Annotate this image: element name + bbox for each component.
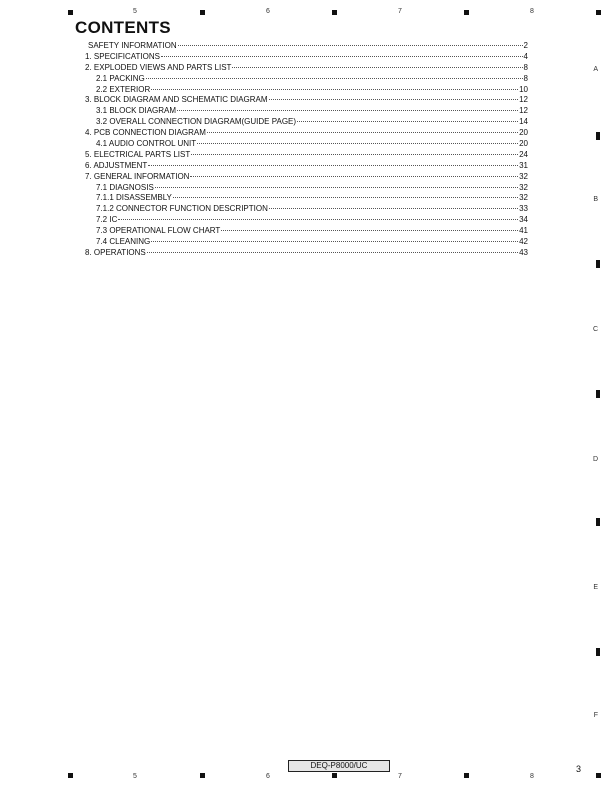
toc-leader-dots bbox=[118, 218, 518, 220]
toc-leader-dots bbox=[207, 131, 518, 133]
toc-entry-title: 4. PCB CONNECTION DIAGRAM bbox=[85, 128, 206, 138]
toc-entry[interactable] bbox=[85, 52, 528, 63]
toc-entry-title: 5. ELECTRICAL PARTS LIST bbox=[85, 149, 191, 159]
toc-leader-dots bbox=[269, 98, 519, 100]
toc-entry-page: 14 bbox=[519, 117, 528, 127]
toc-entry-title: 2.2 EXTERIOR bbox=[96, 84, 151, 94]
toc-leader-dots bbox=[232, 66, 522, 68]
toc-entry-page: 42 bbox=[519, 237, 528, 247]
toc-entry-page: 43 bbox=[519, 247, 528, 257]
toc-entry-title: 2. EXPLODED VIEWS AND PARTS LIST bbox=[85, 62, 232, 72]
toc-entry-title: 7.1 DIAGNOSIS bbox=[96, 182, 154, 192]
toc-leader-dots bbox=[197, 142, 518, 144]
toc-entry[interactable] bbox=[85, 63, 528, 74]
toc-entry-title: 2.1 PACKING bbox=[96, 73, 145, 83]
toc-entry-page: 20 bbox=[519, 139, 528, 149]
toc-entry-page: 4 bbox=[523, 51, 528, 61]
toc-entry-title: 3.1 BLOCK DIAGRAM bbox=[96, 106, 177, 116]
toc-entry-page: 12 bbox=[519, 106, 528, 116]
registration-mark bbox=[68, 773, 73, 778]
toc-entry-page: 32 bbox=[519, 171, 528, 181]
row-divider-mark bbox=[596, 132, 600, 140]
toc-entry-page: 20 bbox=[519, 128, 528, 138]
toc-entry[interactable] bbox=[85, 41, 528, 52]
toc-entry-title: 7. GENERAL INFORMATION bbox=[85, 171, 190, 181]
toc-entry[interactable] bbox=[85, 150, 528, 161]
toc-entry-page: 32 bbox=[519, 182, 528, 192]
registration-mark bbox=[464, 10, 469, 15]
toc-entry-page: 8 bbox=[523, 62, 528, 72]
toc-entry-title: 7.1.1 DISASSEMBLY bbox=[96, 193, 172, 203]
toc-entry[interactable] bbox=[85, 183, 528, 194]
toc-entry[interactable] bbox=[85, 237, 528, 248]
toc-entry[interactable] bbox=[85, 139, 528, 150]
row-divider-mark bbox=[596, 390, 600, 398]
page-title: CONTENTS bbox=[75, 18, 171, 37]
registration-mark bbox=[200, 10, 205, 15]
registration-mark bbox=[332, 10, 337, 15]
toc-entry-page: 24 bbox=[519, 149, 528, 159]
table-of-contents bbox=[85, 41, 528, 259]
toc-entry[interactable] bbox=[85, 106, 528, 117]
toc-leader-dots bbox=[147, 251, 518, 253]
toc-entry-page: 33 bbox=[519, 204, 528, 214]
row-divider-mark bbox=[596, 260, 600, 268]
toc-entry-page: 8 bbox=[523, 73, 528, 83]
toc-entry-page: 10 bbox=[519, 84, 528, 94]
row-letter: A bbox=[593, 66, 598, 73]
toc-entry[interactable] bbox=[85, 248, 528, 259]
row-letter: B bbox=[593, 196, 598, 203]
column-number-bottom: 8 bbox=[530, 773, 534, 780]
toc-entry-title: 7.1.2 CONNECTOR FUNCTION DESCRIPTION bbox=[96, 204, 268, 214]
toc-leader-dots bbox=[221, 229, 518, 231]
toc-entry[interactable] bbox=[85, 128, 528, 139]
column-number-bottom: 7 bbox=[398, 773, 402, 780]
row-divider-mark bbox=[596, 518, 600, 526]
toc-leader-dots bbox=[161, 55, 523, 57]
toc-entry-page: 41 bbox=[519, 226, 528, 236]
toc-leader-dots bbox=[151, 88, 518, 90]
column-number-bottom: 6 bbox=[266, 773, 270, 780]
toc-leader-dots bbox=[191, 153, 518, 155]
toc-leader-dots bbox=[297, 120, 518, 122]
column-number-top: 5 bbox=[133, 8, 137, 15]
model-label: DEQ-P8000/UC bbox=[288, 760, 390, 772]
column-number-bottom: 5 bbox=[133, 773, 137, 780]
toc-entry[interactable] bbox=[85, 172, 528, 183]
toc-entry[interactable] bbox=[85, 204, 528, 215]
toc-leader-dots bbox=[146, 77, 523, 79]
toc-entry[interactable] bbox=[85, 74, 528, 85]
registration-mark bbox=[596, 773, 601, 778]
toc-entry-title: 3.2 OVERALL CONNECTION DIAGRAM(GUIDE PAGE) bbox=[96, 117, 297, 127]
toc-entry-title: 1. SPECIFICATIONS bbox=[85, 51, 160, 61]
toc-leader-dots bbox=[173, 196, 518, 198]
row-letter: C bbox=[592, 326, 598, 333]
toc-entry-page: 32 bbox=[519, 193, 528, 203]
column-number-top: 8 bbox=[530, 8, 534, 15]
row-letter: E bbox=[593, 584, 598, 591]
toc-entry[interactable] bbox=[85, 117, 528, 128]
row-letter: D bbox=[592, 456, 598, 463]
toc-entry-title: 3. BLOCK DIAGRAM AND SCHEMATIC DIAGRAM bbox=[85, 95, 268, 105]
toc-entry[interactable] bbox=[85, 95, 528, 106]
page-number: 3 bbox=[576, 764, 582, 774]
registration-mark bbox=[332, 773, 337, 778]
column-number-top: 7 bbox=[398, 8, 402, 15]
registration-mark bbox=[596, 10, 601, 15]
row-letter: F bbox=[593, 712, 598, 719]
toc-entry-title: SAFETY INFORMATION bbox=[88, 41, 177, 50]
toc-leader-dots bbox=[177, 109, 518, 111]
toc-entry-title: 4.1 AUDIO CONTROL UNIT bbox=[96, 139, 197, 149]
toc-entry-page: 12 bbox=[519, 95, 528, 105]
toc-entry[interactable] bbox=[85, 85, 528, 96]
toc-entry[interactable] bbox=[85, 215, 528, 226]
toc-leader-dots bbox=[155, 186, 518, 188]
toc-leader-dots bbox=[148, 164, 518, 166]
toc-entry-page: 34 bbox=[519, 215, 528, 225]
toc-leader-dots bbox=[151, 240, 518, 242]
toc-leader-dots bbox=[269, 207, 518, 209]
toc-entry-title: 7.3 OPERATIONAL FLOW CHART bbox=[96, 226, 221, 236]
registration-mark bbox=[464, 773, 469, 778]
toc-entry-page: 2 bbox=[523, 41, 528, 50]
toc-leader-dots bbox=[190, 175, 518, 177]
toc-entry-page: 31 bbox=[519, 160, 528, 170]
toc-entry-title: 7.2 IC bbox=[96, 215, 118, 225]
toc-entry-title: 8. OPERATIONS bbox=[85, 247, 146, 257]
toc-entry[interactable] bbox=[85, 226, 528, 237]
registration-mark bbox=[200, 773, 205, 778]
registration-mark bbox=[68, 10, 73, 15]
row-divider-mark bbox=[596, 648, 600, 656]
toc-entry-title: 6. ADJUSTMENT bbox=[85, 160, 148, 170]
toc-entry-title: 7.4 CLEANING bbox=[96, 237, 151, 247]
column-number-top: 6 bbox=[266, 8, 270, 15]
toc-leader-dots bbox=[178, 44, 523, 46]
toc-entry[interactable] bbox=[85, 193, 528, 204]
toc-entry[interactable] bbox=[85, 161, 528, 172]
